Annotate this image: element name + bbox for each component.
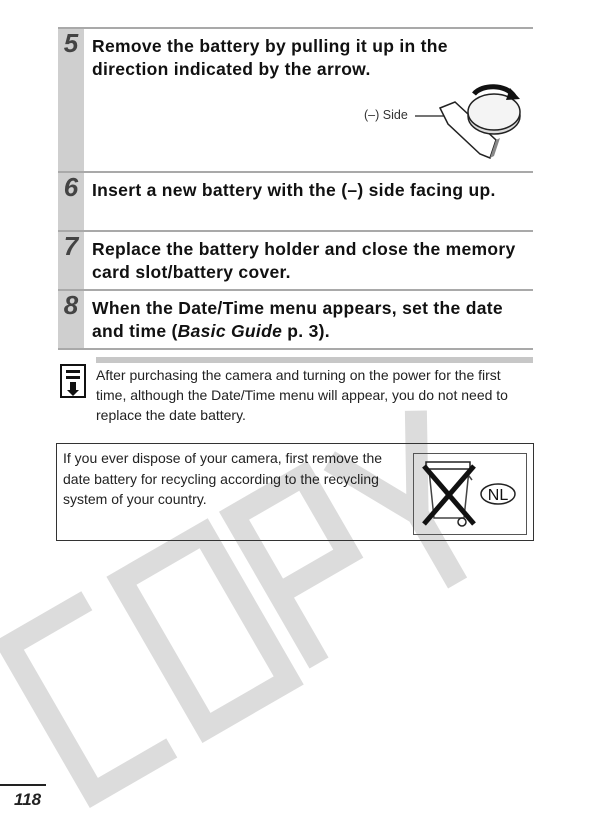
recycling-text: If you ever dispose of your camera, first remove the date battery for recycling according to the recycling system of your country. [63, 450, 383, 507]
note-divider [96, 357, 533, 363]
step-instruction [92, 297, 525, 343]
crossed-out-wheelie-bin-icon [414, 454, 526, 534]
step-instruction: Replace the battery holder and close the memory card slot/battery cover. [92, 239, 516, 282]
step-number: 7 [63, 231, 79, 261]
battery-removal-illustration [410, 82, 530, 164]
step-8 [58, 289, 533, 350]
step-number-box [58, 29, 84, 173]
side-label: (–) Side [364, 108, 408, 122]
basic-guide-reference: Basic Guide [177, 321, 283, 341]
note-text: After purchasing the camera and turning on the power for the first time, although the Date/Time menu will appear, you do not need to replace the date battery. [96, 367, 508, 423]
page-number: 118 [14, 790, 42, 809]
step-number: 6 [63, 172, 79, 202]
step-number-box [58, 232, 84, 289]
step-number: 5 [63, 28, 79, 58]
step-instruction: Remove the battery by pulling it up in the direction indicated by the arrow. [92, 36, 448, 79]
step-number: 8 [63, 290, 79, 320]
step-6 [58, 171, 533, 230]
memo-icon [60, 364, 86, 398]
recycling-symbol [413, 453, 527, 535]
step-number-box [58, 173, 84, 230]
country-code: NL [487, 487, 509, 504]
step-text-end: p. 3). [282, 321, 330, 341]
page-rule [0, 784, 46, 786]
step-text-start: When the Date/Time menu appears, set the date and time ( [92, 298, 503, 341]
recycling-notice [56, 443, 534, 541]
step-7 [58, 230, 533, 289]
step-instruction: Insert a new battery with the (–) side facing up. [92, 180, 496, 200]
step-number-box [58, 291, 84, 348]
